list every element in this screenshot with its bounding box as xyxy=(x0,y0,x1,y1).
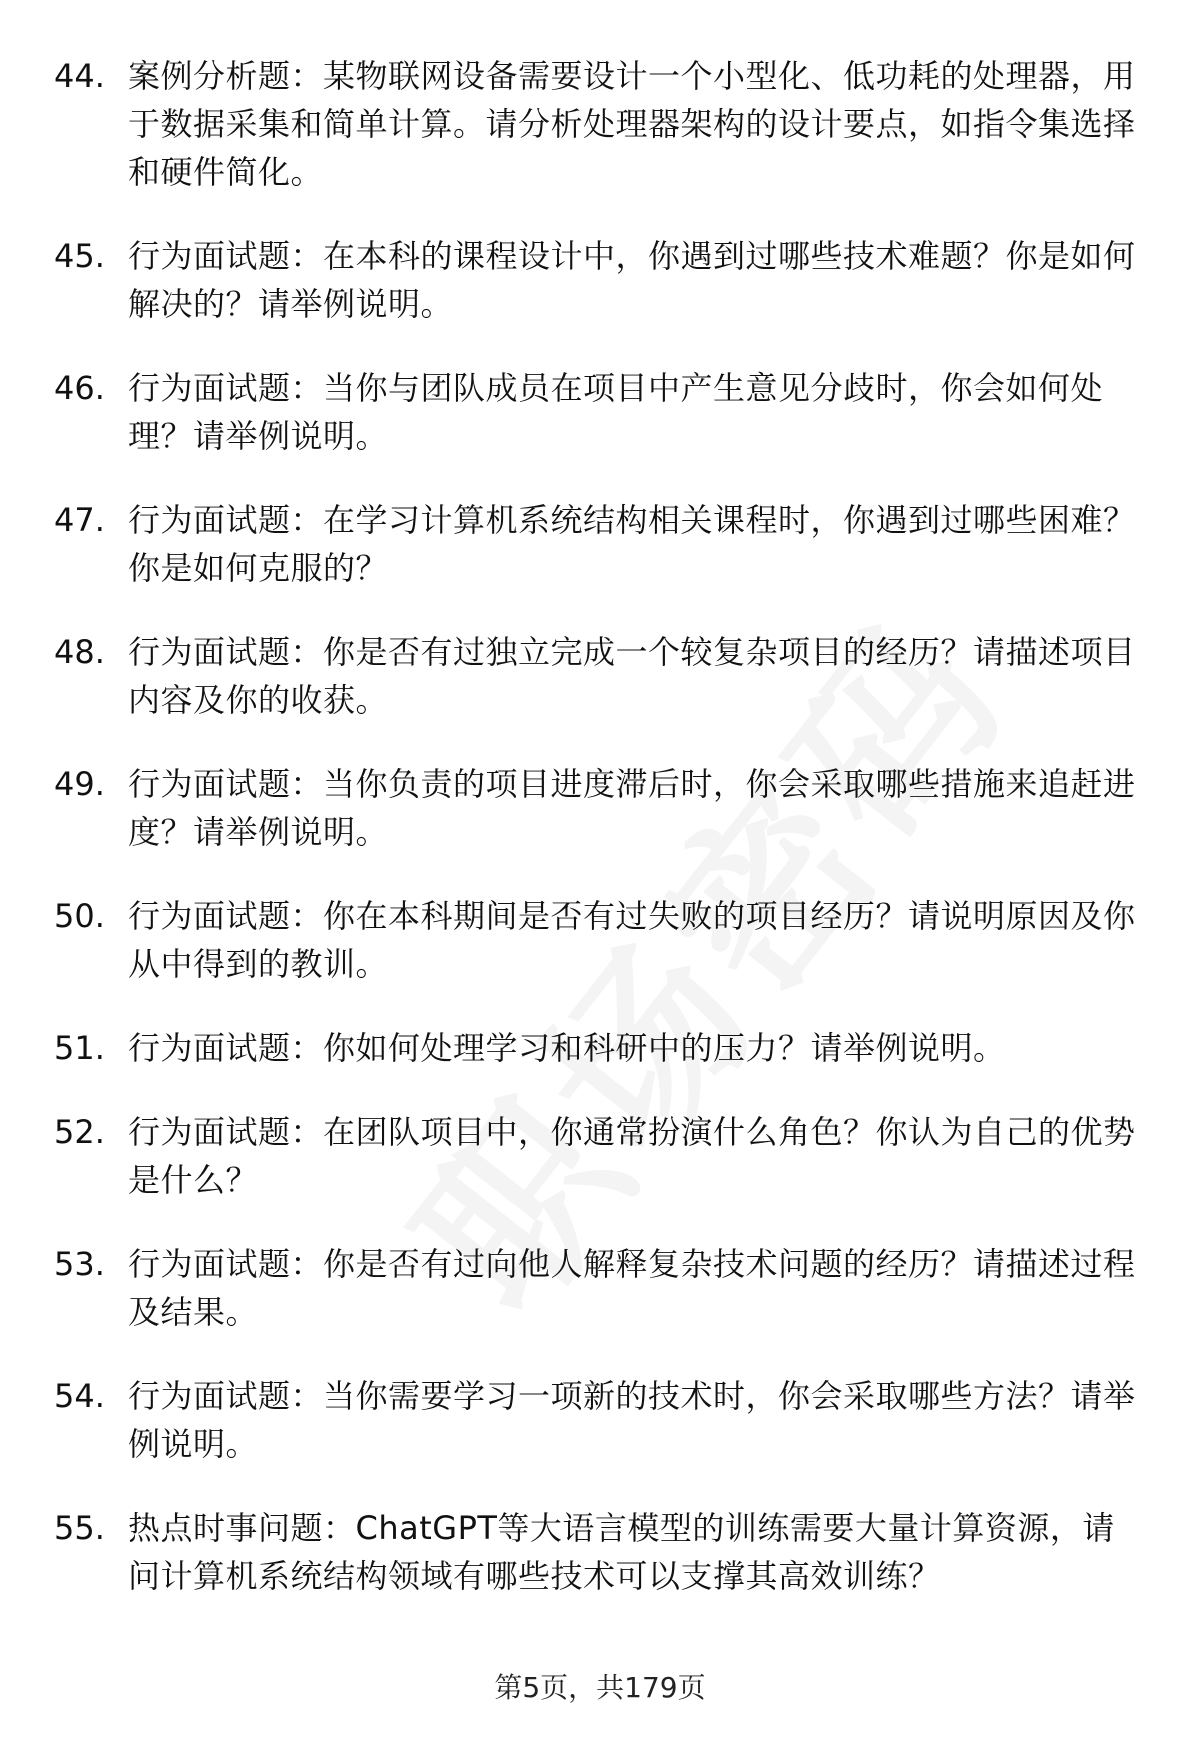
question-text: 行为面试题：你是否有过向他人解释复杂技术问题的经历？请描述过程及结果。 xyxy=(128,1245,1136,1331)
list-item xyxy=(54,52,1140,196)
page-footer xyxy=(0,1668,1200,1708)
question-text: 行为面试题：你在本科期间是否有过失败的项目经历？请说明原因及你从中得到的教训。 xyxy=(128,897,1136,983)
list-item xyxy=(54,1024,1140,1072)
list-item xyxy=(54,1240,1140,1336)
question-number: 48. xyxy=(54,633,105,671)
question-text: 行为面试题：在本科的课程设计中，你遇到过哪些技术难题？你是如何解决的？请举例说明。 xyxy=(128,237,1136,323)
list-item xyxy=(54,760,1140,856)
page-number-label: 第5页，共179页 xyxy=(494,1671,706,1704)
question-number: 49. xyxy=(54,765,105,803)
question-number: 46. xyxy=(54,369,105,407)
question-text: 行为面试题：当你负责的项目进度滞后时，你会采取哪些措施来追赶进度？请举例说明。 xyxy=(128,765,1136,851)
question-text: 热点时事问题：ChatGPT等大语言模型的训练需要大量计算资源，请问计算机系统结构领域有哪些技术可以支撑其高效训练？ xyxy=(128,1509,1115,1595)
question-text: 行为面试题：当你需要学习一项新的技术时，你会采取哪些方法？请举例说明。 xyxy=(128,1377,1136,1463)
list-item xyxy=(54,496,1140,592)
list-item xyxy=(54,232,1140,328)
question-list xyxy=(54,52,1140,1600)
list-item xyxy=(54,1372,1140,1468)
question-text: 行为面试题：你是否有过独立完成一个较复杂项目的经历？请描述项目内容及你的收获。 xyxy=(128,633,1136,719)
question-number: 44. xyxy=(54,57,105,95)
question-number: 52. xyxy=(54,1113,105,1151)
question-number: 50. xyxy=(54,897,105,935)
question-number: 45. xyxy=(54,237,105,275)
question-text: 案例分析题：某物联网设备需要设计一个小型化、低功耗的处理器，用于数据采集和简单计算。请分析处理器架构的设计要点，如指令集选择和硬件简化。 xyxy=(128,57,1136,191)
question-text: 行为面试题：在团队项目中，你通常扮演什么角色？你认为自己的优势是什么？ xyxy=(128,1113,1136,1199)
list-item xyxy=(54,628,1140,724)
question-number: 51. xyxy=(54,1029,105,1067)
question-number: 53. xyxy=(54,1245,105,1283)
list-item xyxy=(54,364,1140,460)
question-number: 54. xyxy=(54,1377,105,1415)
list-item xyxy=(54,1108,1140,1204)
list-item xyxy=(54,1504,1140,1600)
question-number: 47. xyxy=(54,501,105,539)
list-item xyxy=(54,892,1140,988)
question-text: 行为面试题：你如何处理学习和科研中的压力？请举例说明。 xyxy=(128,1029,1006,1067)
question-text: 行为面试题：在学习计算机系统结构相关课程时，你遇到过哪些困难？你是如何克服的？ xyxy=(128,501,1136,587)
question-number: 55. xyxy=(54,1509,105,1547)
question-text: 行为面试题：当你与团队成员在项目中产生意见分歧时，你会如何处理？请举例说明。 xyxy=(128,369,1104,455)
